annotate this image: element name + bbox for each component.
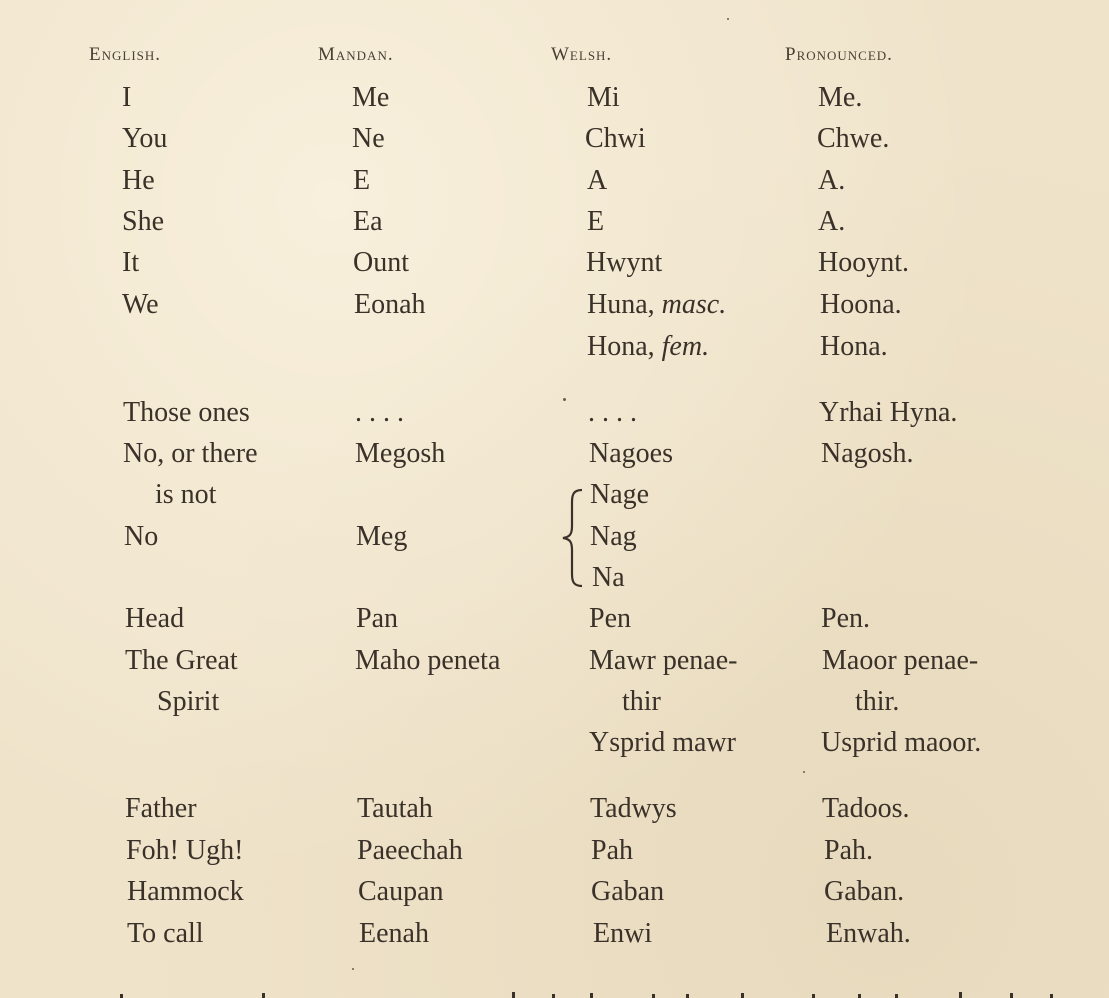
- cell-english: Foh! Ugh!: [126, 835, 244, 866]
- cell-welsh: [587, 289, 726, 321]
- cell-english: He: [122, 165, 155, 196]
- cell-welsh: Pen: [589, 603, 631, 634]
- cell-welsh: E: [587, 206, 605, 237]
- cell-english: Spirit: [157, 686, 220, 717]
- cell-welsh: Pah: [591, 835, 633, 866]
- cell-welsh: Mawr penae-: [589, 645, 738, 676]
- cell-welsh: Na: [592, 562, 625, 593]
- cell-english: The Great: [125, 645, 238, 676]
- paper-speck: [352, 968, 354, 970]
- cell-pronounced: thir.: [855, 686, 900, 717]
- welsh-word: Hona,: [587, 331, 655, 362]
- cell-welsh: Enwi: [593, 918, 653, 949]
- cell-mandan: Eonah: [354, 289, 426, 320]
- cell-english: You: [122, 123, 168, 154]
- cell-mandan: Meg: [356, 521, 408, 552]
- header-pronounced: Pronounced.: [785, 44, 893, 65]
- cell-welsh: [587, 331, 709, 363]
- cell-welsh: thir: [622, 686, 661, 717]
- cell-english: No, or there: [123, 438, 258, 469]
- cell-pronounced: Usprid maoor.: [821, 727, 982, 758]
- curly-brace: [560, 488, 586, 588]
- cell-mandan: E: [353, 165, 371, 196]
- cell-welsh: Nage: [590, 479, 650, 510]
- cell-pronounced: A.: [818, 165, 846, 196]
- cell-english: She: [122, 206, 164, 237]
- paper-speck: [803, 771, 805, 773]
- header-english: English.: [89, 44, 162, 65]
- paper-speck: [727, 18, 729, 20]
- cell-english: I: [122, 82, 132, 113]
- cell-welsh: Hwynt: [586, 247, 663, 278]
- cell-english: We: [122, 289, 159, 320]
- cell-pronounced: Chwe.: [817, 123, 890, 154]
- cell-welsh: A: [587, 165, 608, 196]
- cell-pronounced: Yrhai Hyna.: [819, 397, 958, 428]
- cell-welsh: Ysprid mawr: [589, 727, 736, 758]
- cell-english: is not: [155, 479, 217, 510]
- cell-pronounced: Tadoos.: [822, 793, 910, 824]
- cell-pronounced: Hoona.: [820, 289, 902, 320]
- header-mandan: Mandan.: [318, 44, 394, 65]
- cell-pronounced: Gaban.: [824, 876, 905, 907]
- cell-pronounced: A.: [818, 206, 846, 237]
- cell-mandan: Paeechah: [357, 835, 463, 866]
- cell-mandan: Ea: [353, 206, 383, 237]
- cell-pronounced: Hooynt.: [818, 247, 909, 278]
- cell-mandan: Pan: [356, 603, 398, 634]
- cell-mandan: Tautah: [357, 793, 433, 824]
- cell-mandan: Ne: [352, 123, 385, 154]
- cell-welsh: Nag: [590, 521, 637, 552]
- cell-pronounced: Nagosh.: [821, 438, 914, 469]
- cell-english: Those ones: [123, 397, 250, 428]
- cell-welsh: . . . .: [588, 397, 637, 428]
- cell-english: It: [122, 247, 140, 278]
- gender-note: masc.: [661, 289, 727, 320]
- cell-pronounced: Me.: [818, 82, 863, 113]
- cell-mandan: Ount: [353, 247, 409, 278]
- cell-pronounced: Maoor penae-: [822, 645, 979, 676]
- clipped-next-line: [0, 986, 1109, 998]
- header-welsh: Welsh.: [551, 44, 613, 65]
- cell-mandan: . . . .: [355, 397, 404, 428]
- cell-welsh: Nagoes: [589, 438, 673, 469]
- cell-pronounced: Hona.: [820, 331, 888, 362]
- cell-pronounced: Pen.: [821, 603, 870, 634]
- cell-welsh: Mi: [587, 82, 620, 113]
- cell-english: To call: [127, 918, 204, 949]
- gender-note: fem.: [661, 331, 710, 362]
- cell-mandan: Eenah: [359, 918, 429, 949]
- cell-english: Hammock: [127, 876, 244, 907]
- cell-pronounced: Pah.: [824, 835, 873, 866]
- cell-mandan: Megosh: [355, 438, 446, 469]
- welsh-word: Huna,: [587, 289, 655, 320]
- cell-mandan: Me: [352, 82, 390, 113]
- cell-welsh: Gaban: [591, 876, 665, 907]
- cell-welsh: Chwi: [585, 123, 646, 154]
- cell-mandan: Caupan: [358, 876, 444, 907]
- cell-english: Father: [125, 793, 197, 824]
- cell-pronounced: Enwah.: [826, 918, 911, 949]
- cell-english: Head: [125, 603, 185, 634]
- cell-english: No: [124, 521, 159, 552]
- cell-mandan: Maho peneta: [355, 645, 501, 676]
- paper-speck: [563, 398, 566, 401]
- cell-welsh: Tadwys: [590, 793, 677, 824]
